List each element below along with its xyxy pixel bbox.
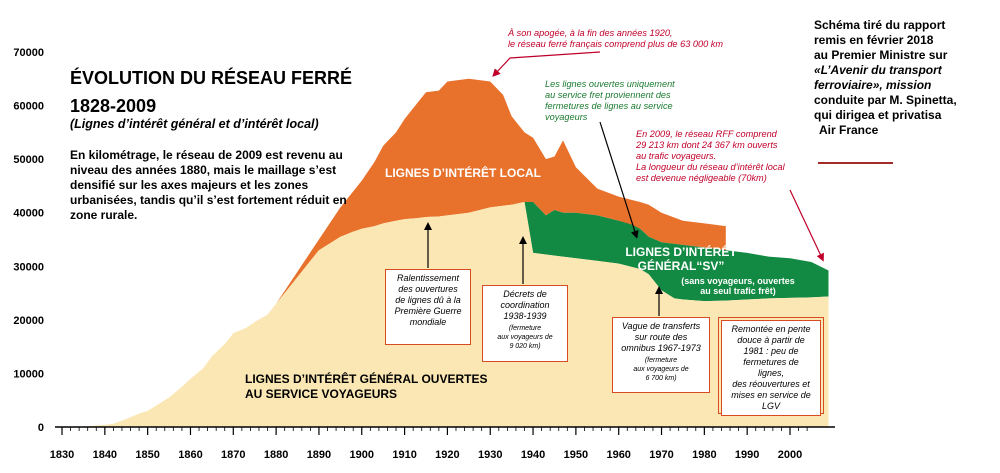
x-tick-label: 1920: [435, 449, 460, 461]
x-tick-label: 1860: [178, 449, 203, 461]
arrow-rff-2009: [790, 190, 822, 258]
annotation-fret: Les lignes ouvertes uniquement au service fret proviennent des fermetures de lignes au service voyageurs: [545, 79, 675, 122]
x-tick-label: 1890: [306, 449, 332, 461]
x-tick-label: 1910: [392, 449, 417, 461]
box-ww1-slowdown: Ralentissement des ouvertures de lignes dû à la Première Guerre mondiale: [385, 269, 471, 345]
chart-subtitle: (Lignes d’intérêt général et d’intérêt local): [70, 117, 319, 131]
y-tick-label: 70000: [13, 47, 44, 59]
chart-description: En kilométrage, le réseau de 2009 est revenu au niveau des années 1880, mais le maillage s’est densifié sur les axes majeurs et les zones urbanisées, tandis qu’il s’est fortement réduit en zone rurale.: [70, 148, 347, 222]
y-tick-label: 20000: [13, 314, 44, 327]
y-tick-label: 50000: [13, 154, 44, 167]
x-tick-label: 1850: [135, 449, 160, 461]
box-coordination-decrees: Décrets de coordination 1938-1939 (fermeture aux voyageurs de 9 020 km): [482, 285, 568, 362]
x-tick-label: 1880: [263, 449, 289, 461]
arrow-apogee: [495, 52, 600, 74]
x-tick-label: 1970: [649, 449, 674, 461]
annotation-apogee: À son apogée, à la fin des années 1920, le réseau ferré français comprend plus de 63 000 km: [508, 28, 724, 49]
y-tick-label: 0: [37, 422, 44, 434]
y-tick-label: 30000: [13, 261, 44, 274]
source-underline: [818, 162, 893, 164]
x-tick-label: 1990: [734, 449, 760, 461]
x-tick-label: 2000: [777, 449, 803, 461]
chart-title-years: 1828-2009: [70, 96, 157, 116]
annotation-rff-2009: En 2009, le réseau RFF comprend 29 213 km dont 24 367 km ouverts au trafic voyageurs. La longueur du réseau d’intérêt local est devenue négligeable (70km): [636, 129, 785, 183]
x-tick-label: 1960: [606, 449, 631, 461]
box-omnibus-transfers: Vague de transferts sur route des omnibus 1967-1973 (fermeture aux voyageurs de 6 700 km): [612, 317, 710, 393]
x-tick-label: 1830: [49, 449, 75, 461]
y-tick-label: 40000: [13, 207, 44, 220]
label-passenger-lines: LIGNES D’INTÉRÊT GÉNÉRAL OUVERTES AU SERVICE VOYAGEURS: [245, 372, 488, 401]
x-tick-label: 1950: [563, 449, 589, 461]
x-tick-label: 1840: [92, 449, 118, 461]
box-gentle-rise: Remontée en pente douce à partir de 1981 : peu de fermetures de lignes, des réouvertures et mises en service de LGV: [718, 317, 824, 414]
x-tick-label: 1930: [477, 449, 503, 461]
label-sv-lines: LIGNES D’INTÉRÊT GÉNÉRAL“SV”: [625, 245, 737, 273]
x-tick-label: 1940: [520, 449, 546, 461]
y-tick-label: 60000: [13, 100, 44, 113]
y-tick-label: 10000: [13, 368, 44, 381]
label-local-lines: LIGNES D’INTÉRÊT LOCAL: [385, 166, 541, 180]
chart-title: ÉVOLUTION DU RÉSEAU FERRÉ: [70, 68, 353, 88]
x-tick-label: 1980: [692, 449, 717, 461]
label-sv-sub: (sans voyageurs, ouvertes au seul trafic frêt): [681, 276, 795, 296]
x-tick-label: 1900: [349, 449, 375, 461]
x-tick-label: 1870: [221, 449, 246, 461]
source-note: Schéma tiré du rapport remis en février 2018 au Premier Ministre sur «L’Avenir du transport ferroviaire», mission conduite par M. Spinetta, qui dirigea et privatisa Air France: [814, 18, 957, 137]
